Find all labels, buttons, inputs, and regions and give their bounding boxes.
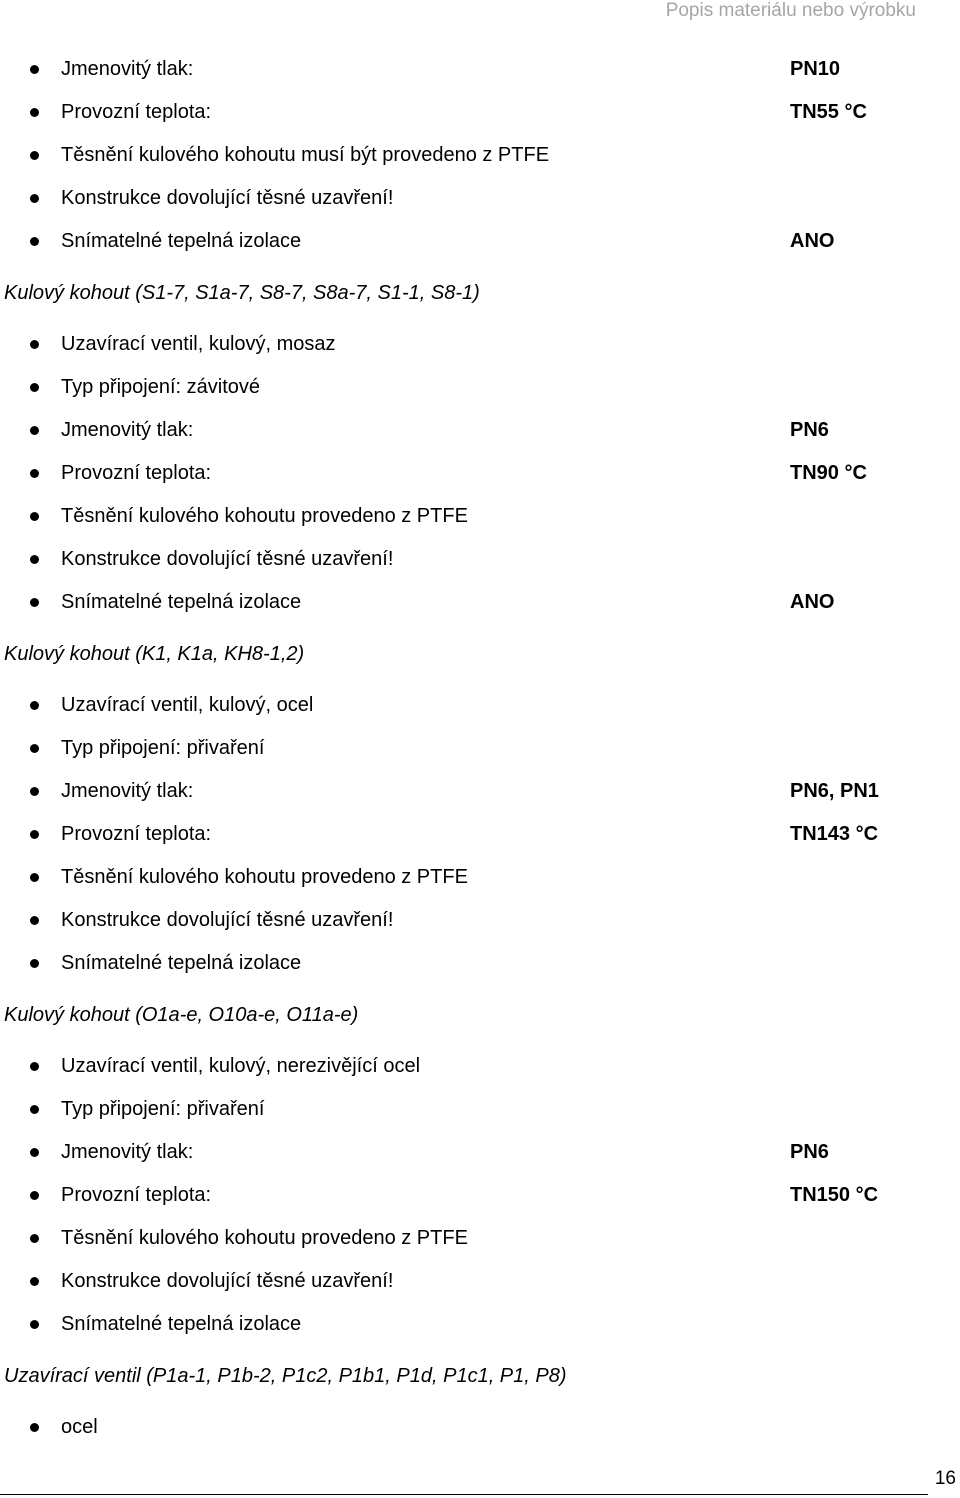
spec-list-item (0, 1131, 960, 1174)
spec-label: Uzavírací ventil, kulový, mosaz (61, 333, 336, 355)
spec-label: Snímatelné tepelná izolace (61, 952, 302, 974)
spec-section (0, 641, 960, 985)
spec-label: Konstrukce dovolující těsné uzavření! (61, 909, 394, 931)
bullet-icon (30, 701, 39, 710)
spec-list (0, 1045, 960, 1346)
bullet-icon (30, 1191, 39, 1200)
spec-list (0, 323, 960, 624)
spec-list-item (0, 581, 960, 624)
spec-label: Uzavírací ventil, kulový, ocel (61, 694, 314, 716)
spec-label: Těsnění kulového kohoutu musí být provedeno z PTFE (61, 144, 550, 166)
spec-list-item (0, 1260, 960, 1303)
spec-list-item (0, 177, 960, 220)
bullet-icon (30, 340, 39, 349)
spec-value: TN55 °C (790, 101, 867, 123)
spec-list-item (0, 899, 960, 942)
spec-list-item (0, 1088, 960, 1131)
section-title: Kulový kohout (O1a-e, O10a-e, O11a-e) (4, 1004, 359, 1026)
spec-section (0, 1002, 960, 1346)
bullet-icon (30, 830, 39, 839)
spec-value: ANO (790, 230, 835, 252)
spec-label: Snímatelné tepelná izolace (61, 230, 302, 252)
spec-list (0, 48, 960, 263)
spec-list (0, 684, 960, 985)
spec-list-item (0, 220, 960, 263)
spec-list-item (0, 727, 960, 770)
spec-label: Typ připojení: přivaření (61, 1098, 265, 1120)
bullet-icon (30, 1423, 39, 1432)
spec-list-item (0, 452, 960, 495)
bullet-icon (30, 512, 39, 521)
bullet-icon (30, 598, 39, 607)
spec-section (0, 48, 960, 263)
spec-label: ocel (61, 1416, 98, 1438)
section-title: Kulový kohout (S1-7, S1a-7, S8-7, S8a-7, S1-1, S8-1) (4, 282, 480, 304)
spec-list-item (0, 856, 960, 899)
spec-value: TN150 °C (790, 1184, 879, 1206)
footer-divider (0, 1494, 928, 1495)
spec-value: PN10 (790, 58, 841, 80)
bullet-icon (30, 108, 39, 117)
bullet-icon (30, 1148, 39, 1157)
spec-list-item (0, 409, 960, 452)
spec-label: Snímatelné tepelná izolace (61, 1313, 302, 1335)
bullet-icon (30, 873, 39, 882)
spec-value: PN6 (790, 419, 829, 441)
spec-list-item (0, 1174, 960, 1217)
spec-list-item (0, 1303, 960, 1346)
spec-label: Snímatelné tepelná izolace (61, 591, 302, 613)
bullet-icon (30, 1105, 39, 1114)
spec-label: Konstrukce dovolující těsné uzavření! (61, 187, 394, 209)
bullet-icon (30, 65, 39, 74)
section-title: Uzavírací ventil (P1a-1, P1b-2, P1c2, P1b1, P1d, P1c1, P1, P8) (4, 1365, 567, 1387)
spec-list-item (0, 495, 960, 538)
spec-label: Provozní teplota: (61, 462, 212, 484)
spec-list-item (0, 770, 960, 813)
document-body (0, 48, 960, 1449)
spec-label: Konstrukce dovolující těsné uzavření! (61, 548, 394, 570)
spec-list-item (0, 91, 960, 134)
bullet-icon (30, 383, 39, 392)
bullet-icon (30, 1062, 39, 1071)
spec-section (0, 1363, 960, 1449)
spec-label: Jmenovitý tlak: (61, 419, 194, 441)
page-number: 16 (934, 1468, 956, 1489)
bullet-icon (30, 787, 39, 796)
spec-label: Provozní teplota: (61, 101, 212, 123)
page-header: Popis materiálu nebo výrobku (665, 0, 916, 21)
bullet-icon (30, 1277, 39, 1286)
spec-value: TN90 °C (790, 462, 867, 484)
bullet-icon (30, 1234, 39, 1243)
bullet-icon (30, 469, 39, 478)
spec-label: Jmenovitý tlak: (61, 1141, 194, 1163)
bullet-icon (30, 1320, 39, 1329)
spec-section (0, 280, 960, 624)
spec-label: Těsnění kulového kohoutu provedeno z PTFE (61, 1227, 468, 1249)
spec-value: PN6, PN1 (790, 780, 879, 802)
spec-list-item (0, 323, 960, 366)
spec-value: ANO (790, 591, 835, 613)
bullet-icon (30, 426, 39, 435)
bullet-icon (30, 959, 39, 968)
bullet-icon (30, 151, 39, 160)
spec-value: PN6 (790, 1141, 829, 1163)
spec-label: Konstrukce dovolující těsné uzavření! (61, 1270, 394, 1292)
section-title: Kulový kohout (K1, K1a, KH8-1,2) (4, 643, 305, 665)
bullet-icon (30, 237, 39, 246)
spec-label: Provozní teplota: (61, 823, 212, 845)
spec-list-item (0, 538, 960, 581)
spec-list-item (0, 813, 960, 856)
spec-list-item (0, 1045, 960, 1088)
spec-list-item (0, 1217, 960, 1260)
spec-list-item (0, 684, 960, 727)
spec-label: Typ připojení: přivaření (61, 737, 265, 759)
bullet-icon (30, 744, 39, 753)
spec-label: Jmenovitý tlak: (61, 58, 194, 80)
spec-list (0, 1406, 960, 1449)
bullet-icon (30, 555, 39, 564)
spec-label: Těsnění kulového kohoutu provedeno z PTFE (61, 505, 468, 527)
spec-label: Těsnění kulového kohoutu provedeno z PTFE (61, 866, 468, 888)
spec-list-item (0, 134, 960, 177)
spec-label: Uzavírací ventil, kulový, nerezivějící ocel (61, 1055, 421, 1077)
spec-list-item (0, 48, 960, 91)
spec-list-item (0, 1406, 960, 1449)
spec-value: TN143 °C (790, 823, 879, 845)
bullet-icon (30, 916, 39, 925)
spec-list-item (0, 366, 960, 409)
spec-list-item (0, 942, 960, 985)
spec-label: Provozní teplota: (61, 1184, 212, 1206)
bullet-icon (30, 194, 39, 203)
spec-label: Typ připojení: závitové (61, 376, 260, 398)
spec-label: Jmenovitý tlak: (61, 780, 194, 802)
